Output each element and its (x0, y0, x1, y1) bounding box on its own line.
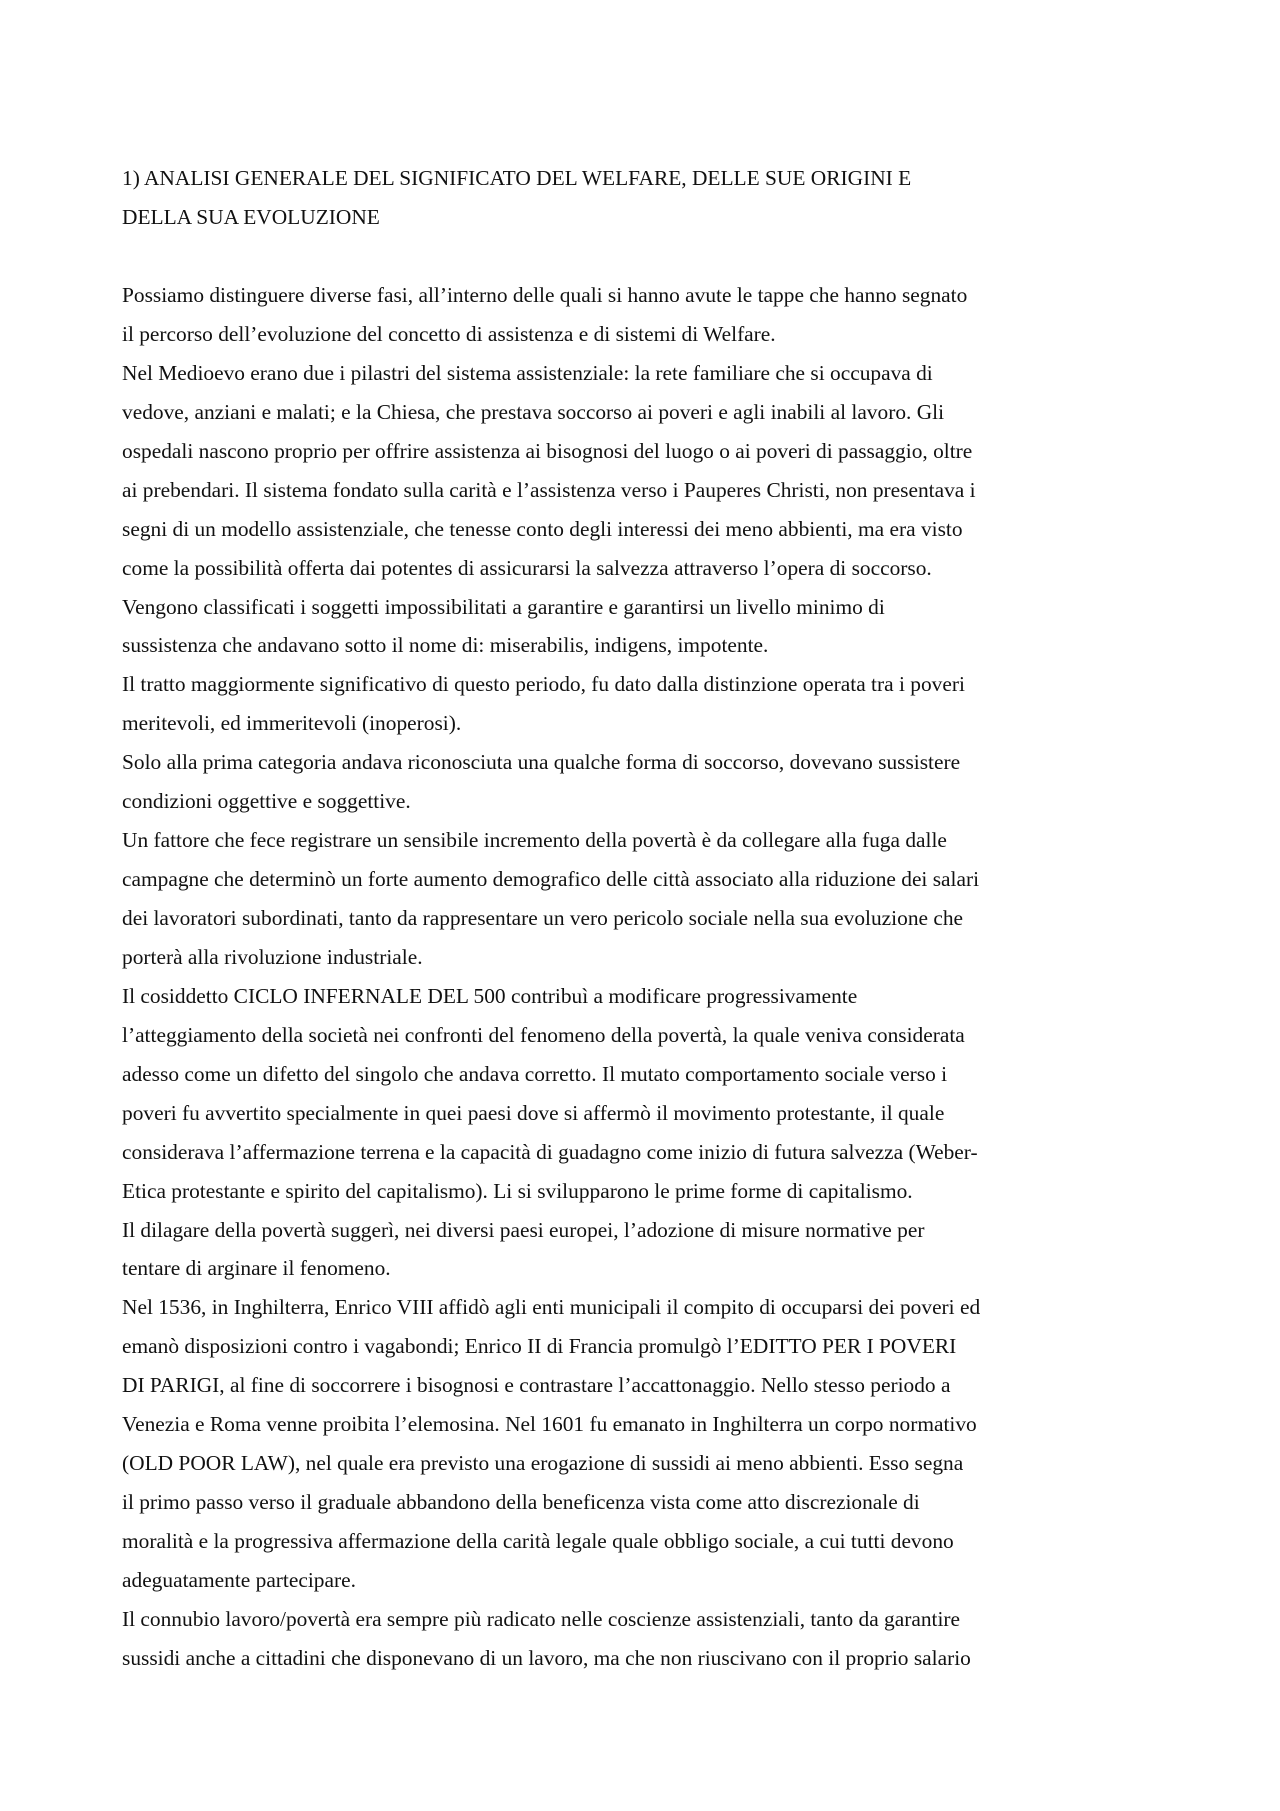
body-line: Solo alla prima categoria andava riconosciuta una qualche forma di soccorso, dovevano sussistere (122, 750, 961, 775)
body-line: il primo passo verso il graduale abbandono della beneficenza vista come atto discrezionale di (122, 1490, 920, 1515)
body-line: adesso come un difetto del singolo che andava corretto. Il mutato comportamento sociale verso i (122, 1061, 948, 1086)
body-line: Etica protestante e spirito del capitalismo). Li si svilupparono le prime forme di capitalismo. (122, 1178, 913, 1203)
heading-line: 1) ANALISI GENERALE DEL SIGNIFICATO DEL WELFARE, DELLE SUE ORIGINI E (122, 166, 912, 190)
body-line: condizioni oggettive e soggettive. (122, 789, 411, 814)
body-line: meritevoli, ed immeritevoli (inoperosi). (122, 711, 462, 736)
body-line: dei lavoratori subordinati, tanto da rappresentare un vero pericolo sociale nella sua evoluzione che (122, 906, 964, 930)
body-line: il percorso dell’evoluzione del concetto di assistenza e di sistemi di Welfare. (122, 321, 776, 346)
body-line: sussistenza che andavano sotto il nome di: miserabilis, indigens, impotente. (122, 633, 769, 658)
body-line: porterà alla rivoluzione industriale. (122, 944, 423, 969)
body-line: Il cosiddetto CICLO INFERNALE DEL 500 contribuì a modificare progressivamente (122, 983, 858, 1008)
body-line: emanò disposizioni contro i vagabondi; Enrico II di Francia promulgò l’EDITTO PER I POVERI (122, 1334, 957, 1359)
body-line: vedove, anziani e malati; e la Chiesa, che prestava soccorso ai poveri e agli inabili al lavoro. Gli (122, 399, 945, 424)
body-line: Possiamo distinguere diverse fasi, all’interno delle quali si hanno avute le tappe che hanno segnato (122, 283, 968, 307)
body-line: Il tratto maggiormente significativo di questo periodo, fu dato dalla distinzione operata tra i poveri (122, 672, 965, 697)
body-line: tentare di arginare il fenomeno. (122, 1256, 391, 1281)
body-line: Nel 1536, in Inghilterra, Enrico VIII affidò agli enti municipali il compito di occuparsi dei poveri ed (122, 1295, 981, 1320)
body-line: come la possibilità offerta dai potentes di assicurarsi la salvezza attraverso l’opera di soccorso. (122, 555, 932, 580)
body-line: l’atteggiamento della società nei confronti del fenomeno della povertà, la quale veniva considerata (122, 1022, 965, 1047)
body-line: ai prebendari. Il sistema fondato sulla carità e l’assistenza verso i Pauperes Christi, non presentava i (122, 477, 976, 502)
body-line: poveri fu avvertito specialmente in quei paesi dove si affermò il movimento protestante, il quale (122, 1100, 945, 1125)
body-line: Il dilagare della povertà suggerì, nei diversi paesi europei, l’adozione di misure normative per (122, 1217, 925, 1242)
body-line: Nel Medioevo erano due i pilastri del sistema assistenziale: la rete familiare che si occupava di (122, 360, 933, 385)
body-line: (OLD POOR LAW), nel quale era previsto una erogazione di sussidi ai meno abbienti. Esso segna (122, 1451, 964, 1476)
body-line: ospedali nascono proprio per offrire assistenza ai bisognosi del luogo o ai poveri di passaggio, oltre (122, 438, 973, 463)
body-line: sussidi anche a cittadini che disponevano di un lavoro, ma che non riuscivano con il proprio salario (122, 1645, 971, 1670)
heading-line: DELLA SUA EVOLUZIONE (122, 204, 380, 229)
body-line: Un fattore che fece registrare un sensibile incremento della povertà è da collegare alla fuga dalle (122, 828, 947, 853)
body-line: Il connubio lavoro/povertà era sempre più radicato nelle coscienze assistenziali, tanto da garantire (122, 1606, 961, 1631)
body-line: campagne che determinò un forte aumento demografico delle città associato alla riduzione dei salari (122, 867, 980, 892)
section-heading (122, 159, 1168, 237)
body-text (122, 276, 1168, 1678)
body-line: Vengono classificati i soggetti impossibilitati a garantire e garantirsi un livello minimo di (122, 594, 885, 619)
body-line: DI PARIGI, al fine di soccorrere i bisognosi e contrastare l’accattonaggio. Nello stesso periodo a (122, 1373, 951, 1398)
body-line: moralità e la progressiva affermazione della carità legale quale obbligo sociale, a cui tutti devono (122, 1529, 954, 1553)
body-line: adeguatamente partecipare. (122, 1567, 356, 1592)
body-line: segni di un modello assistenziale, che tenesse conto degli interessi dei meno abbienti, ma era visto (122, 516, 963, 541)
body-line: Venezia e Roma venne proibita l’elemosina. Nel 1601 fu emanato in Inghilterra un corpo normativo (122, 1412, 977, 1437)
body-line: considerava l’affermazione terrena e la capacità di guadagno come inizio di futura salvezza (Weber- (122, 1139, 978, 1164)
